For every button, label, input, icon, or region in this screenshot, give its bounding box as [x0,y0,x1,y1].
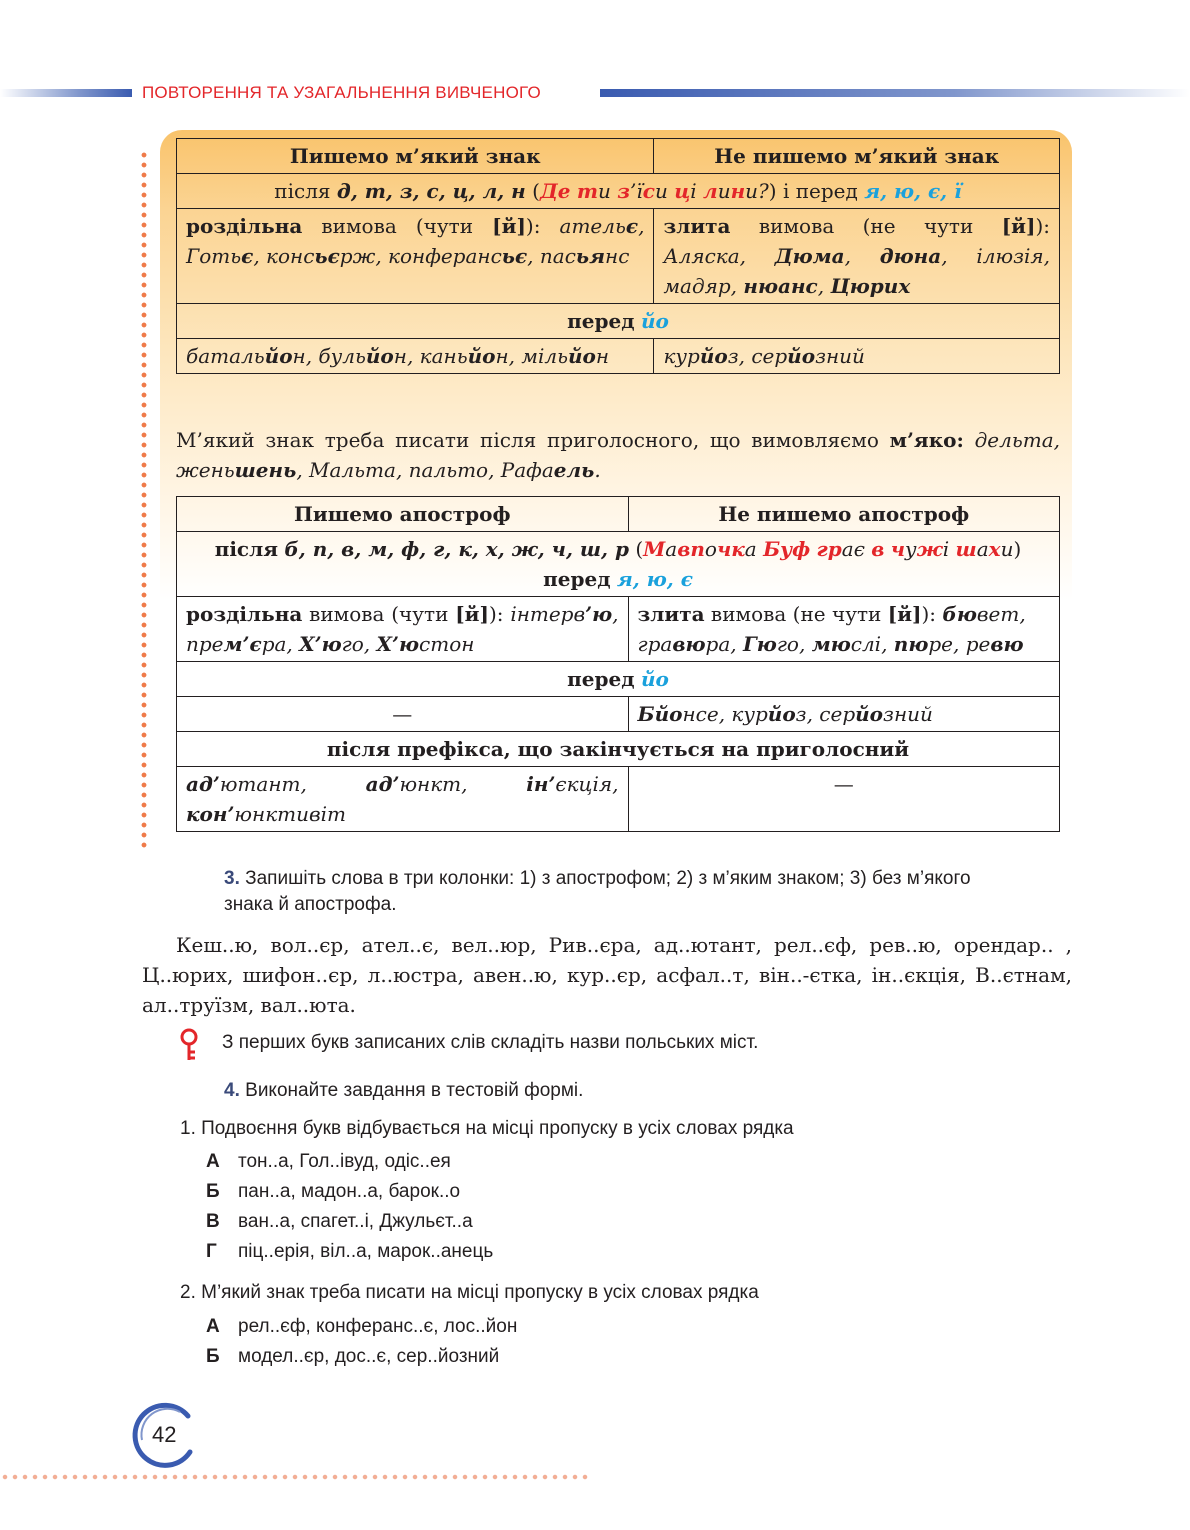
task-4-number: 4. [224,1080,240,1101]
q2-option-a: А рел..єф, конферанс..є, лос..йон [206,1316,518,1337]
task-4 [224,1078,583,1104]
table1-header-1: Пишемо м’який знак [177,139,654,174]
table1-separate-cell: роздільна вимова (чути [й]): ательє, Готьє, консьєрж, конферансьє, пасьянс [177,209,654,304]
question-1: 1. Подвоєння букв відбувається на місці пропуску в усіх словах рядка [180,1118,794,1139]
task-3 [224,866,1024,918]
table1-yo-right: курйоз, серйозний [654,339,1060,374]
table1-merged-cell: злита вимова (не чути [й]): Аляска, Дюма, дюна, ілюзія, мадяр, нюанс, Цюрих [654,209,1060,304]
page-number: 42 [152,1422,177,1447]
task-3-number: 3. [224,868,240,889]
table1-header-2: Не пишемо м’який знак [654,139,1060,174]
table2-yo-left: — [177,697,629,732]
table2-header-2: Не пишемо апостроф [628,497,1059,532]
task-3-words: Кеш..ю, вол..єр, ател..є, вел..юр, Рив..єра, ад..ютант, рел..єф, рев..ю, орендар.. , Ц..юрих, шифон..єр, л..юстра, авен..ю, кур..єр, асфал..т, він..-єтка, ін..єкція, В..єтнам, ал..труїзм, вал..юта. [142,933,1072,1017]
task-3-hint: З перших букв записаних слів складіть назви польських міст. [222,1032,759,1053]
chapter-title: ПОВТОРЕННЯ ТА УЗАГАЛЬНЕННЯ ВИВЧЕНОГО [142,83,541,102]
page-number-badge [130,1400,200,1470]
table2-header-1: Пишемо апостроф [177,497,629,532]
table2-merged-cell: злита вимова (не чути [й]): бювет, гравюра, Гюго, мюслі, пюре, ревю [628,597,1059,662]
q1-option-c: В ван..а, спагет..і, Джульєт..а [206,1211,473,1232]
q1-option-a: А тон..а, Гол..івуд, одіс..ея [206,1151,451,1172]
table1-before-yo-row: перед йо [177,304,1060,339]
q1-option-b: Б пан..а, мадон..а, барок..о [206,1181,461,1202]
header-bar-left [0,89,132,97]
table2-rule-row: після б, п, в, м, ф, г, к, х, ж, ч, ш, р (Мавпочка Буф грає в чужі шахи) перед я, ю, є [177,532,1060,597]
apostrophe-table [176,496,1060,832]
soft-sign-rule-paragraph: М’який знак треба писати після приголосного, що вимовляємо м’яко: дельта, женьшень, Мальта, пальто, Рафаель. [176,428,1060,482]
footer-dotted-line [0,1474,590,1480]
table2-prefix-left: ад’ютант, ад’юнкт, ін’єкція, кон’юнктивіт [177,767,629,832]
dotted-margin-line [141,150,147,850]
key-icon [178,1028,200,1062]
table1-rule-row: після д, т, з, с, ц, л, н (Де ти з’їси ці лини?) і перед я, ю, є, ї [177,174,1060,209]
header-bar-right [600,89,1190,97]
task-3-text: Запишіть слова в три колонки: 1) з апострофом; 2) з м’яким знаком; 3) без м’якого знака й апострофа. [224,868,971,915]
task-4-text: Виконайте завдання в тестовій формі. [245,1080,584,1101]
table1-yo-left: батальйон, бульйон, каньйон, мільйон [177,339,654,374]
soft-sign-table [176,138,1060,374]
table2-separate-cell: роздільна вимова (чути [й]): інтерв’ю, прем’єра, Х’юго, Х’юстон [177,597,629,662]
table2-prefix-row: після префікса, що закінчується на приголосний [177,732,1060,767]
q1-option-d: Г піц..ерія, віл..а, марок..анець [206,1241,494,1262]
table2-prefix-right: — [628,767,1059,832]
table2-yo-right: Бйонсе, курйоз, серйозний [628,697,1059,732]
q2-option-b: Б модел..єр, дос..є, сер..йозний [206,1346,500,1367]
question-2: 2. М’який знак треба писати на місці пропуску в усіх словах рядка [180,1282,759,1303]
running-header [0,83,1190,103]
table2-before-yo-row: перед йо [177,662,1060,697]
